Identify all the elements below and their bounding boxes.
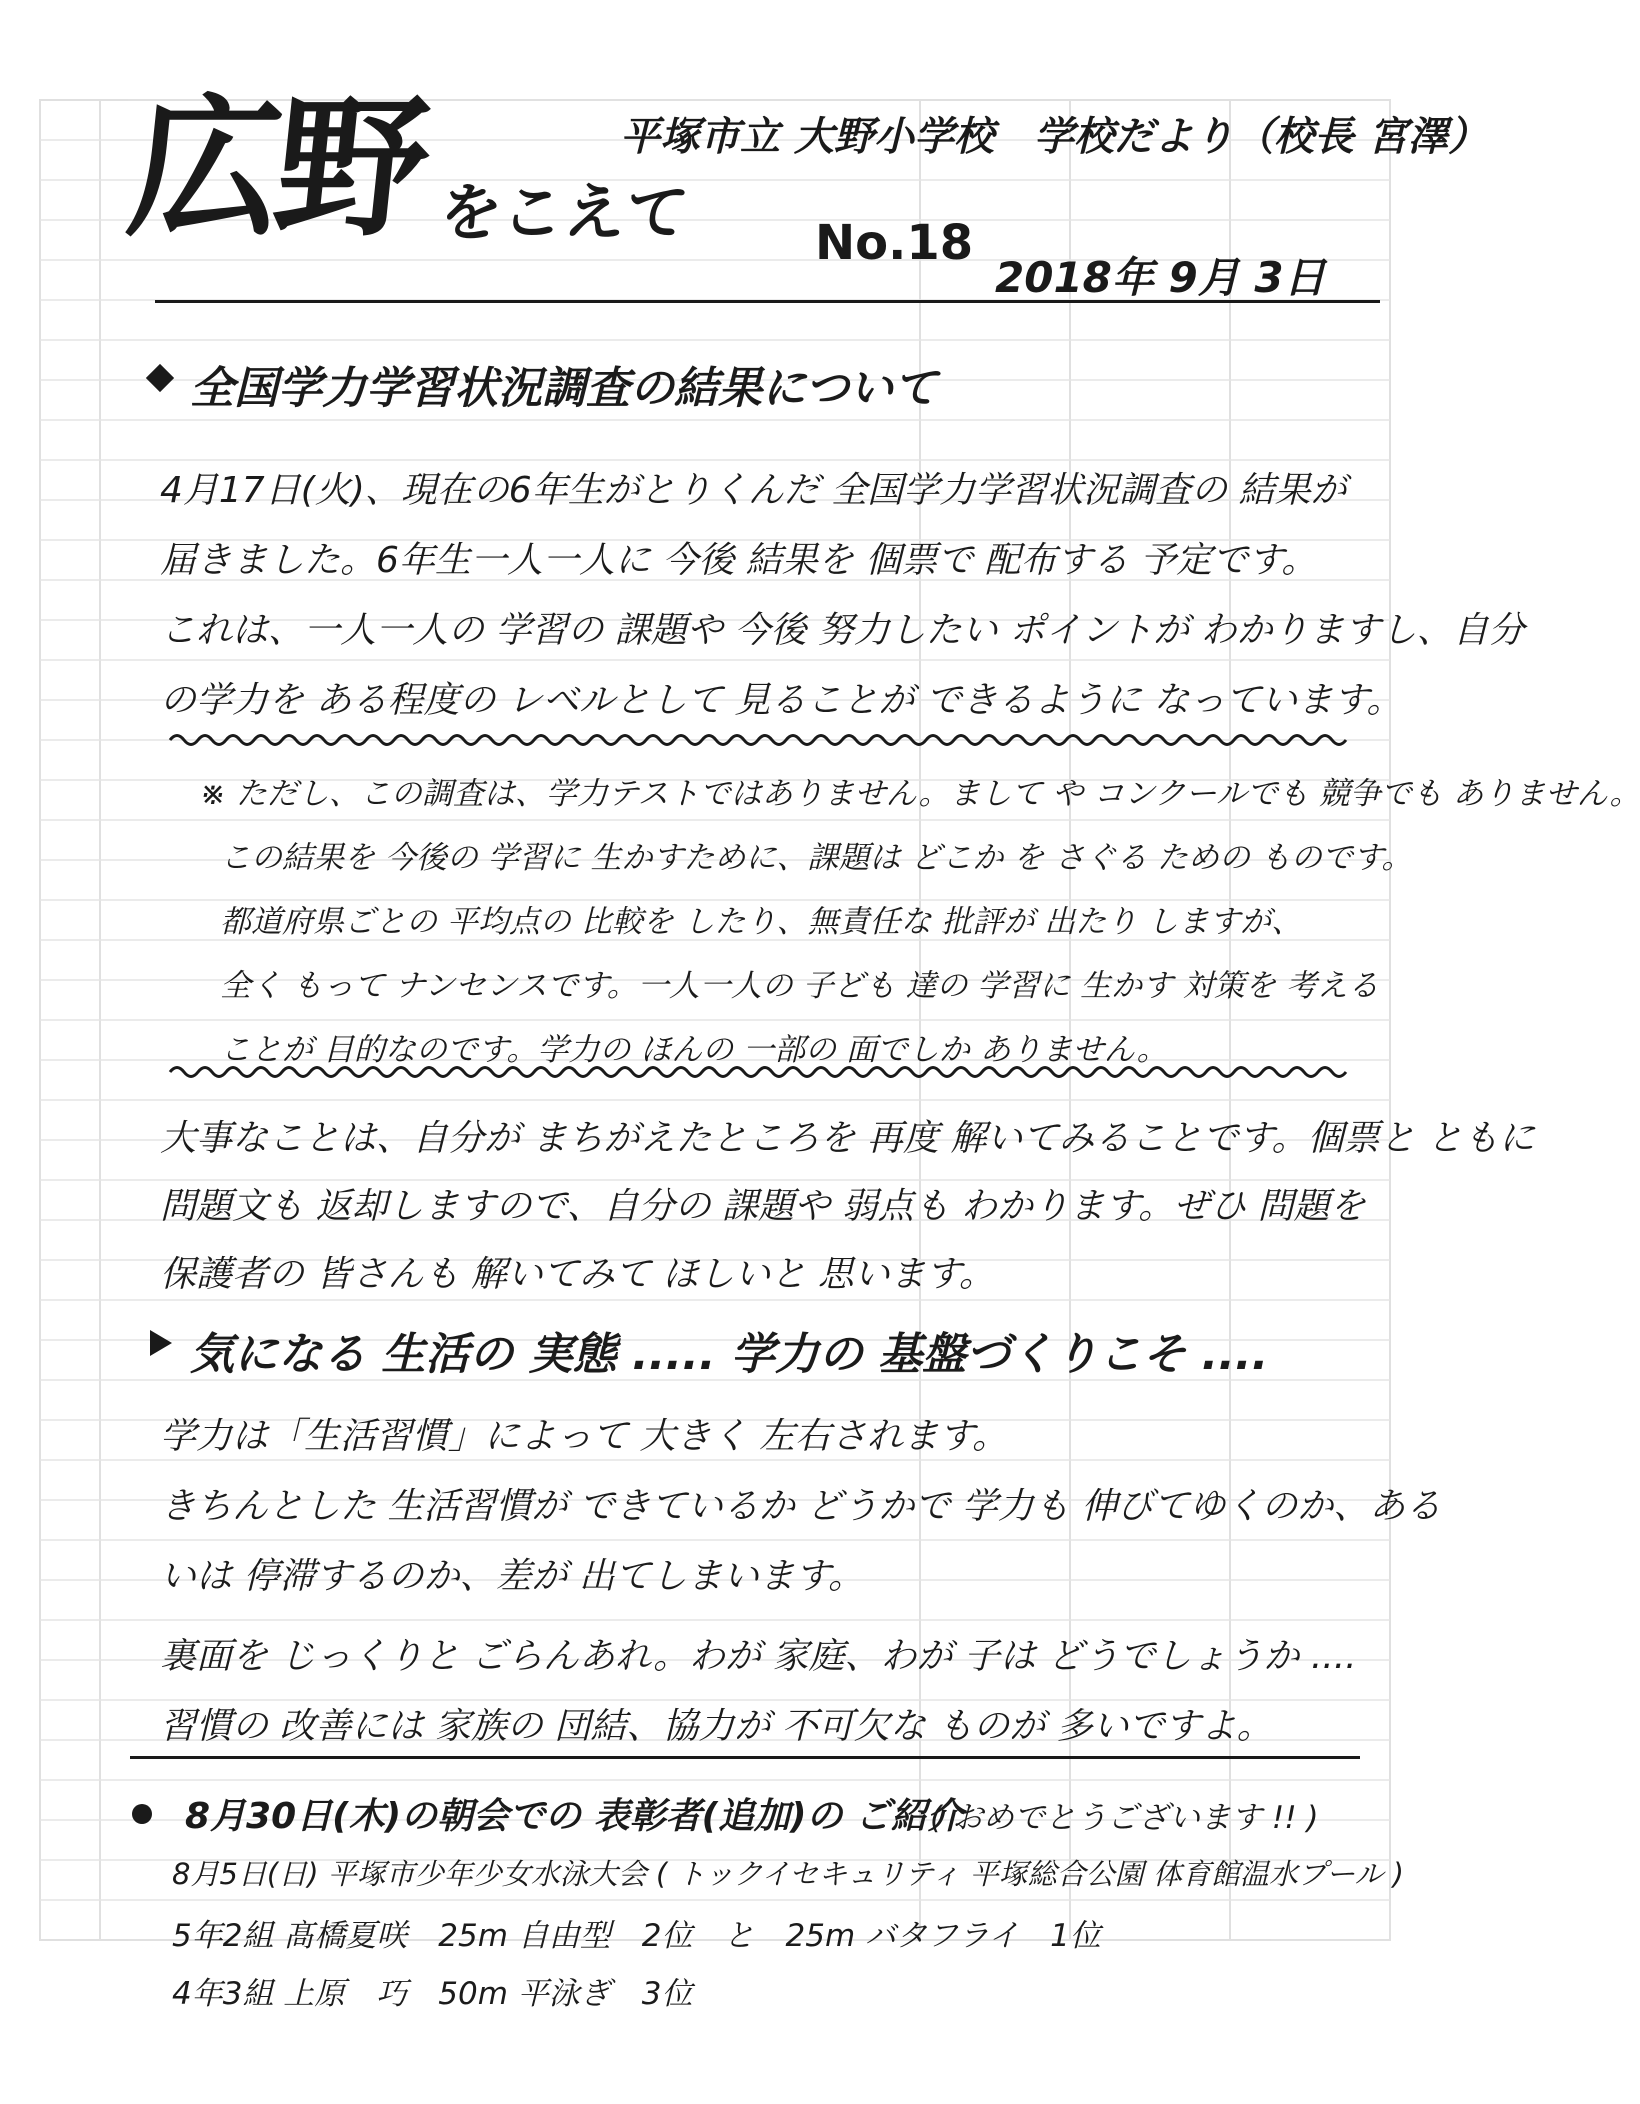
section2-line: 学力は「生活習慣」によって 大きく 左右されます。 (160, 1416, 1009, 1457)
section3-heading-note: ( おめでとうございます !! ) (930, 1800, 1319, 1836)
section2-line: 裏面を じっくりと ごらんあれ。わが 家庭、わが 子は どうでしょうか .... (160, 1636, 1357, 1677)
note-line: 全く もって ナンセンスです。一人一人の 子ども 達の 学習に 生かす 対策を 考える (220, 968, 1379, 1004)
wavy-divider-bottom (170, 1060, 1320, 1084)
section1-line: 届きました。6年生一人一人に 今後 結果を 個票で 配布する 予定です。 (160, 540, 1318, 581)
diamond-bullet-icon (146, 364, 174, 392)
award-line: 5年2組 髙橋夏咲 25m 自由型 2位 と 25m バタフライ 1位 (172, 1918, 1101, 1954)
note-line: ことが 目的なのです。学力の ほんの 一部の 面でしか ありません。 (220, 1032, 1168, 1068)
section3-heading: 8月30日(木)の朝会での 表彰者(追加)の ご紹介 (185, 1796, 964, 1837)
note-line: 都道府県ごとの 平均点の 比較を したり、無責任な 批評が 出たり しますが、 (220, 904, 1303, 940)
award-event-line: 8月5日(日) 平塚市少年少女水泳大会 ( トックイセキュリティ 平塚総合公園 体育館温水プール ) (172, 1857, 1404, 1891)
section1-after-line: 保護者の 皆さんも 解いてみて ほしいと 思います。 (160, 1254, 995, 1295)
section2-line: 習慣の 改善には 家族の 団結、協力が 不可欠な ものが 多いですよ。 (160, 1706, 1273, 1747)
section1-line: これは、一人一人の 学習の 課題や 今後 努力したい ポイントが わかりますし、自分 (160, 610, 1525, 651)
newsletter-title: 広野 (120, 78, 432, 257)
triangle-bullet-icon (150, 1330, 172, 1356)
note-line: この結果を 今後の 学習に 生かすために、課題は どこか を さぐる ための ものです。 (220, 840, 1413, 876)
award-line: 4年3組 上原 巧 50m 平泳ぎ 3位 (172, 1976, 693, 2012)
newsletter-title-sub: をこえて (436, 176, 692, 249)
issue-date: 2018年 9月 3日 (995, 253, 1326, 302)
note-line: ※ ただし、この調査は、学力テストではありません。まして や コンクールでも 競争でも ありません。 (200, 776, 1640, 812)
dot-bullet-icon (132, 1804, 152, 1824)
wavy-divider-top (170, 728, 1320, 752)
section1-line: の学力を ある程度の レベルとして 見ることが できるように なっています。 (160, 680, 1403, 721)
title-underline (155, 300, 1380, 303)
section2-heading: 気になる 生活の 実態 ..... 学力の 基盤づくりこそ .... (190, 1329, 1269, 1380)
section1-after-line: 大事なことは、自分が まちがえたところを 再度 解いてみることです。個票と ともに (160, 1118, 1535, 1159)
section2-line: いは 停滞するのか、差が 出てしまいます。 (160, 1556, 865, 1597)
issue-number: No.18 (815, 215, 974, 271)
section-divider (130, 1756, 1360, 1759)
section2-line: きちんとした 生活習慣が できているか どうかで 学力も 伸びてゆくのか、ある (160, 1486, 1442, 1527)
section1-after-line: 問題文も 返却しますので、自分の 課題や 弱点も わかります。ぜひ 問題を (160, 1186, 1366, 1227)
section1-line: 4月17日(火)、現在の6年生がとりくんだ 全国学力学習状況調査の 結果が (160, 470, 1347, 511)
school-line: 平塚市立 大野小学校 学校だより（校長 宮澤） (620, 114, 1488, 160)
section1-heading: 全国学力学習状況調査の結果について (190, 363, 938, 414)
